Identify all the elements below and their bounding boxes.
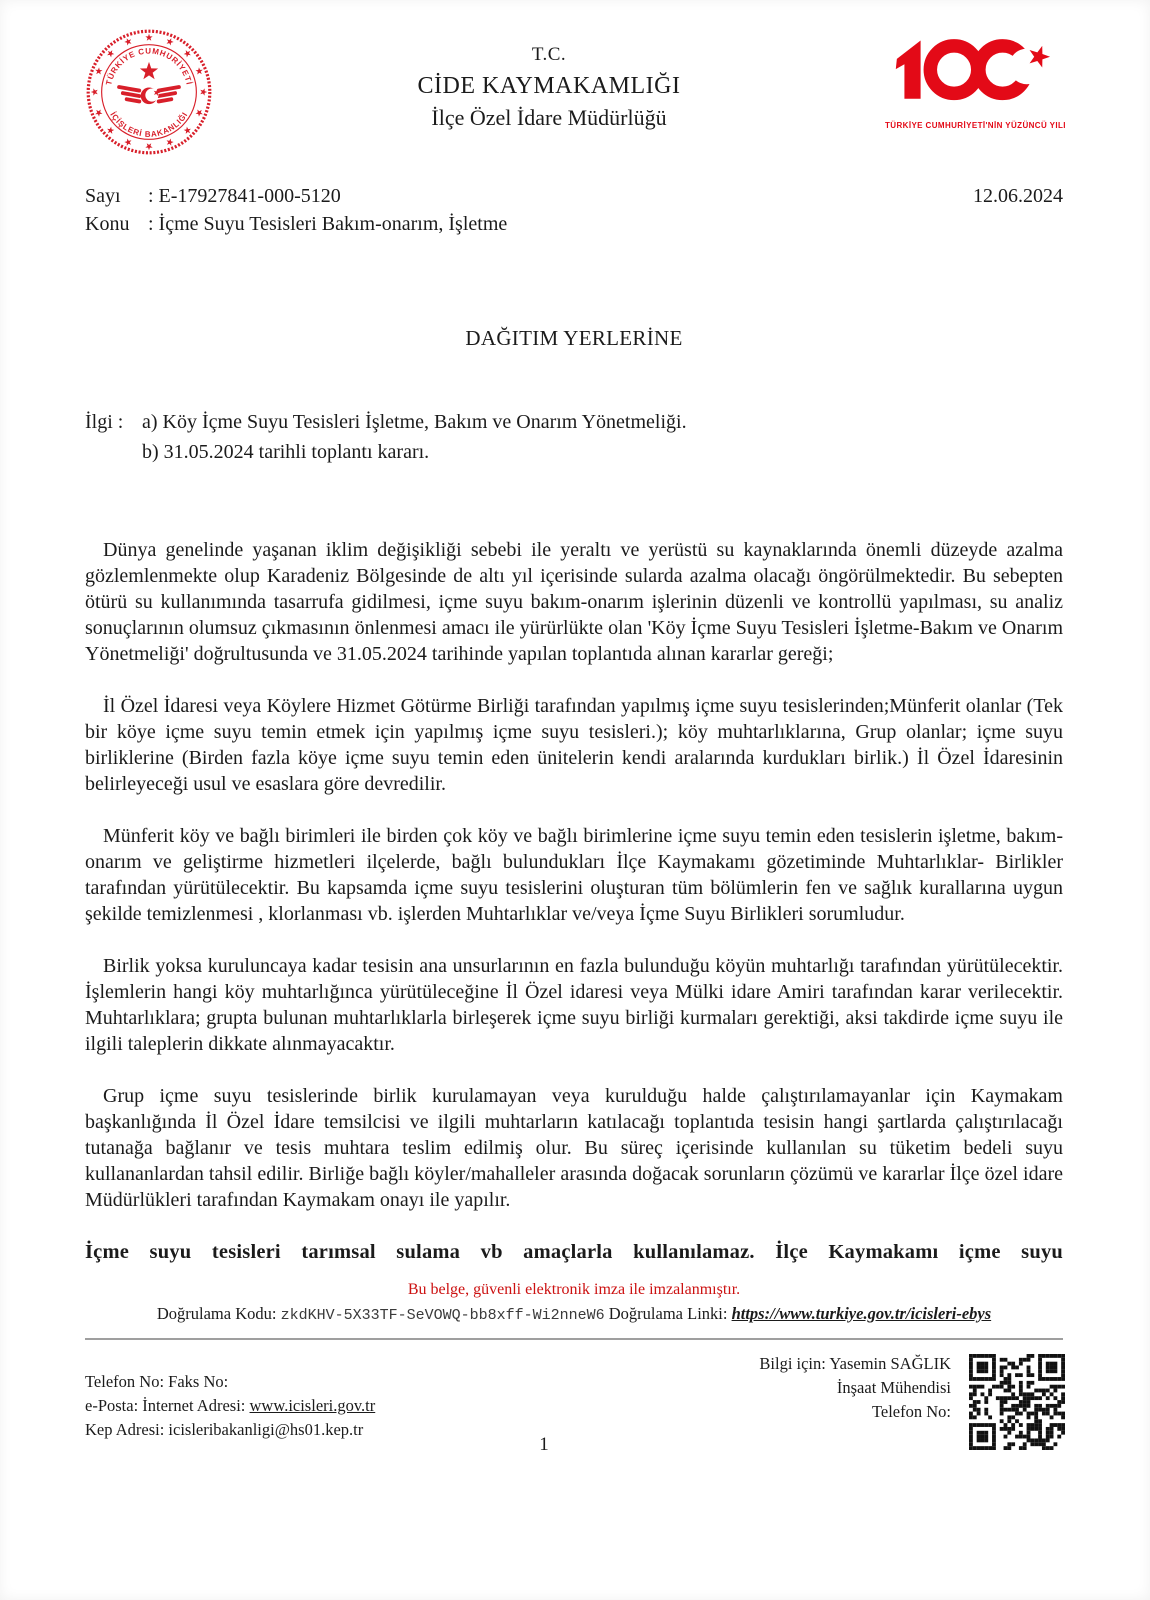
verification-link[interactable]: https://www.turkiye.gov.tr/icisleri-ebys xyxy=(731,1304,992,1323)
reference-item-b: b) 31.05.2024 tarihli toplantı kararı. xyxy=(142,441,430,463)
verification-line xyxy=(85,1304,1063,1324)
seal-text-top: TÜRKİYE CUMHURİYETİ xyxy=(104,46,194,87)
footer-phone-fax: Telefon No: Faks No: xyxy=(85,1372,229,1391)
bold-notice-line: İçme suyu tesisleri tarımsal sulama vb amaçlarla kullanılamaz. İlçe Kaymakamı içme suyu xyxy=(85,1241,1063,1263)
body-paragraph-2: İl Özel İdaresi veya Köylere Hizmet Götürme Birliği tarafından yapılmış içme suyu tesislerinden;Münferit olanlar (Tek bir köye içme suyu temin etmek için yapılmış içme suyu tesisleri.); köy muhtarlıklarına, Grup olanlar; içme suyu birliklerine (Birden fazla köye içme suyu temin eden ünitelerin kendi aralarında kurdukları birlik.) İl Özel İdaresinin belirleyeceği usul ve esaslara göre devredilir. xyxy=(85,695,1063,795)
esign-notice: Bu belge, güvenli elektronik imza ile imzalanmıştır. xyxy=(407,1281,741,1298)
verification-link-label: Doğrulama Linki: xyxy=(608,1304,728,1323)
info-contact: Bilgi için: Yasemin SAĞLIK xyxy=(759,1354,951,1373)
letterhead-titles xyxy=(213,28,885,131)
reference-row-a xyxy=(85,407,1063,437)
body-paragraph-5: Grup içme suyu tesislerinde birlik kurulamayan veya kurulduğu halde çalıştırılamayanlar için Kaymakam başkanlığında İl Özel İdare temsilcisi ve ilgili muhtarların katılacağı toplantıda tesisin hangi şartlarda çalıştırılacağı tutanağa bağlanır ve tesis muhtara teslim edilmiş olur. Bu süreç içerisinde kullanılan su tüketim bedeli suyu kullananlardan tahsil edilir. Birliğe bağlı köyler/mahalleler arasında doğacak sorunların çözümü ve kararlar İlçe özel idare Müdürlükleri tarafından Kaymakam onayı ile yapılır. xyxy=(85,1085,1063,1211)
footer xyxy=(85,1340,1063,1480)
footer-kep-value: icisleribakanligi@hs01.kep.tr xyxy=(168,1420,364,1439)
sayi-label: Sayı xyxy=(85,185,121,207)
info-phone: Telefon No: xyxy=(871,1402,951,1421)
letterhead xyxy=(85,28,1066,156)
svg-text:İÇİŞLERİ BAKANLIĞI xyxy=(108,110,189,138)
centennial-caption: TÜRKİYE CUMHURİYETİ'NİN YÜZÜNCÜ YILI xyxy=(885,121,1066,130)
meta-left xyxy=(85,182,507,238)
reference-row-b xyxy=(85,437,1063,467)
recipient-line: DAĞITIM YERLERİNE xyxy=(465,326,683,350)
office-title: CİDE KAYMAKAMLIĞI xyxy=(417,73,681,99)
body-paragraph-4: Birlik yoksa kuruluncaya kadar tesisin ana unsurlarının en fazla bulunduğu köyün muhtarlığı tarafından yürütülecektir. İşlemlerin hangi köy muhtarlığınca yürütüleceğine İl Özel idaresi veya Mülki idare Amiri tarafından karar verilecektir. Muhtarlıklara; grupta bulunan muhtarlıklarla birleşerek içme suyu birliği kurmaları gerektiği, aksi takdirde içme suyu ile ilgili taleplerin dikkate alınmayacaktır. xyxy=(85,955,1063,1055)
footer-eposta-label: e-Posta: İnternet Adresi: xyxy=(85,1396,246,1415)
document-date: 12.06.2024 xyxy=(973,185,1063,207)
info-title: İnşaat Mühendisi xyxy=(836,1378,951,1397)
footer-website-link[interactable]: www.icisleri.gov.tr xyxy=(249,1396,376,1415)
konu-row xyxy=(85,210,507,238)
page-number: 1 xyxy=(539,1434,549,1455)
department-title: İlçe Özel İdare Müdürlüğü xyxy=(431,105,667,130)
document-meta xyxy=(85,182,1063,238)
body-paragraph-1: Dünya genelinde yaşanan iklim değişikliği sebebi ile yeraltı ve yerüstü su kaynaklarında önemli düzeyde azalma gözlemlenmekte olup Karadeniz Bölgesinde de altı yıl içerisinde sularda azalma olacağı öngörülmektedir. Bu sebepten ötürü su kullanımında tasarrufa gidilmesi, içme suyu bakım-onarım işlerinin düzenli ve kontrollü yapılması, su analiz sonuçlarının olumsuz çıkmasının önlenmesi amacı ile yürürlükte olan 'Köy İçme Suyu Tesisleri İşletme-Bakım ve Onarım Yönetmeliği' doğrultusunda ve 31.05.2024 tarihinde yapılan toplantıda alınan kararlar gereği; xyxy=(85,539,1063,665)
sayi-value: : E-17927841-000-5120 xyxy=(148,185,341,207)
body-paragraph-3: Münferit köy ve bağlı birimleri ile birden çok köy ve bağlı birimlerine içme suyu temin eden tesislerin işletme, bakım- onarım ve geliştirme hizmetleri ilçelerde, bağlı bulundukları İlçe Kaymakamı gözetiminde Muhtarlıklar- Birlikler tarafından yürütülecektir. Bu kapsamda içme suyu tesislerini oluşturan tüm bölümlerin fen ve sağlık kurallarına uygun şekilde temizlenmesi , klorlanması vb. işlerden Muhtarlıklar ve/veya İçme Suyu Birlikleri sorumludur. xyxy=(85,825,1063,925)
letter-body xyxy=(85,537,1063,1265)
reference-label: İlgi : xyxy=(85,411,124,433)
centennial-100-icon xyxy=(885,34,1063,115)
konu-label: Konu xyxy=(85,213,130,235)
tc-label: T.C. xyxy=(531,44,567,65)
footer-kep-label: Kep Adresi: xyxy=(85,1420,165,1439)
reference-item-a: a) Köy İçme Suyu Tesisleri İşletme, Bakım ve Onarım Yönetmeliği. xyxy=(142,411,687,433)
reference-spacer xyxy=(85,437,142,467)
sayi-row xyxy=(85,182,507,210)
footer-info-block xyxy=(759,1352,951,1424)
reference-block xyxy=(85,407,1063,467)
seal-text-bottom: İÇİŞLERİ BAKANLIĞI xyxy=(108,110,190,139)
ministry-seal-icon xyxy=(85,28,213,156)
centennial-logo xyxy=(885,28,1066,130)
verification-code-label: Doğrulama Kodu: xyxy=(156,1304,277,1323)
verification-code: zkdKHV-5X33TF-SeVOWQ-bb8xff-Wi2nneW6 xyxy=(280,1307,605,1324)
konu-value: : İçme Suyu Tesisleri Bakım-onarım, İşletme xyxy=(148,213,508,235)
